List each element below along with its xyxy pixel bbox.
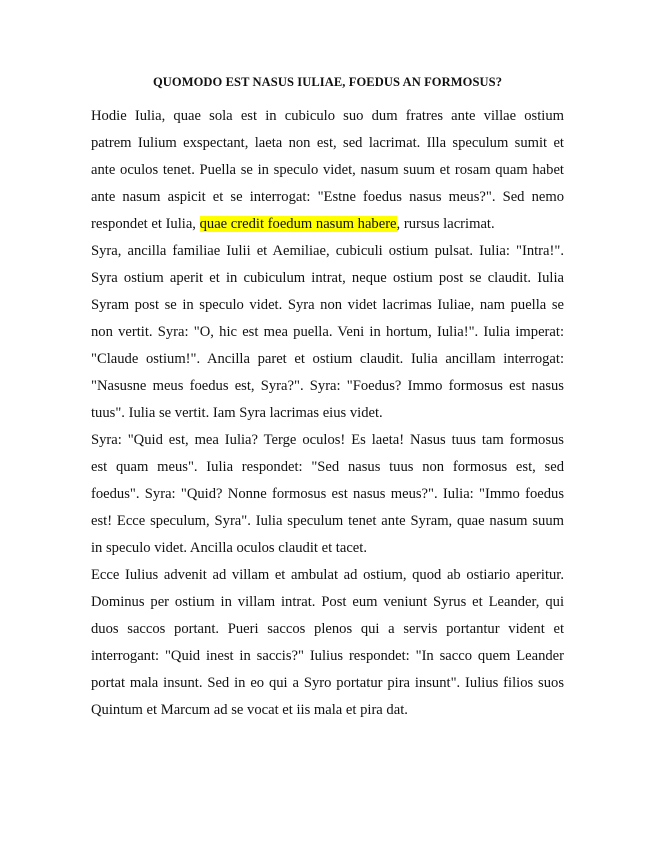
line-text: Syra: "Quid est, mea Iulia? Terge oculos! Es laeta! Nasus tuus tam formosus	[91, 432, 564, 448]
text-line	[91, 617, 564, 644]
text-line	[91, 698, 564, 725]
line-text: ante oculos tenet. Puella se in speculo videt, nasum suum et rosam quam habet	[91, 162, 564, 178]
line-text: in speculo videt. Ancilla oculos claudit et tacet.	[91, 540, 367, 556]
text-line	[91, 239, 564, 266]
line-text: Syra, ancilla familiae Iulii et Aemiliae, cubiculi ostium pulsat. Iulia: "Intra!".	[91, 243, 564, 259]
highlighted-text[interactable]: quae credit foedum nasum habere	[199, 216, 397, 232]
text-line	[91, 266, 564, 293]
line-text: respondet et Iulia,	[91, 216, 200, 232]
line-text: Hodie Iulia, quae sola est in cubiculo suo dum fratres ante villae ostium	[91, 108, 564, 124]
text-line	[91, 293, 564, 320]
text-line	[91, 536, 564, 563]
line-text: tuus". Iulia se vertit. Iam Syra lacrimas eius videt.	[91, 405, 383, 421]
line-text: patrem Iulium exspectant, laeta non est, sed lacrimat. Illa speculum sumit et	[91, 135, 564, 151]
text-line	[91, 104, 564, 131]
line-text: Syram post se in speculo videt. Syra non videt lacrimas Iuliae, nam puella se	[91, 297, 564, 313]
line-text: Syra ostium aperit et in cubiculum intrat, neque ostium post se claudit. Iulia	[91, 270, 564, 286]
text-line	[91, 455, 564, 482]
text-line	[91, 347, 564, 374]
text-line	[91, 590, 564, 617]
paragraph	[91, 563, 564, 725]
line-text: , rursus lacrimat.	[396, 216, 495, 232]
text-line	[91, 428, 564, 455]
text-line	[91, 509, 564, 536]
text-line	[91, 563, 564, 590]
line-text: est! Ecce speculum, Syra". Iulia speculum tenet ante Syram, quae nasum suum	[91, 513, 564, 529]
text-line	[91, 320, 564, 347]
line-text: "Nasusne meus foedus est, Syra?". Syra: "Foedus? Immo formosus est nasus	[91, 378, 564, 394]
paragraph	[91, 428, 564, 563]
text-line	[91, 131, 564, 158]
line-text: foedus". Syra: "Quid? Nonne formosus est nasus meus?". Iulia: "Immo foedus	[91, 486, 564, 502]
text-line	[91, 185, 564, 212]
line-text: duos saccos portant. Pueri saccos plenos qui a servis portantur vident et	[91, 621, 564, 637]
document-body	[91, 104, 564, 725]
line-text: non vertit. Syra: "O, hic est mea puella. Veni in hortum, Iulia!". Iulia imperat:	[91, 324, 564, 340]
text-line	[91, 482, 564, 509]
text-line	[91, 401, 564, 428]
paragraph	[91, 104, 564, 239]
line-text: "Claude ostium!". Ancilla paret et ostium claudit. Iulia ancillam interrogat:	[91, 351, 564, 367]
line-text: Quintum et Marcum ad se vocat et iis mala et pira dat.	[91, 702, 408, 718]
line-text: Ecce Iulius advenit ad villam et ambulat ad ostium, quod ab ostiario aperitur.	[91, 567, 564, 583]
line-text: portat mala insunt. Sed in eo qui a Syro portatur pira insunt". Iulius filios suos	[91, 675, 564, 691]
text-line	[91, 212, 564, 239]
line-text: ante nasum aspicit et se interrogat: "Estne foedus nasus meus?". Sed nemo	[91, 189, 564, 205]
text-line	[91, 158, 564, 185]
line-text: est quam meus". Iulia respondet: "Sed nasus tuus non formosus est, sed	[91, 459, 564, 475]
text-line	[91, 374, 564, 401]
paragraph	[91, 239, 564, 428]
line-text: interrogant: "Quid inest in saccis?" Iulius respondet: "In sacco quem Leander	[91, 648, 564, 664]
text-line	[91, 671, 564, 698]
document-title: QUOMODO EST NASUS IULIAE, FOEDUS AN FORMOSUS?	[152, 75, 503, 89]
line-text: Dominus per ostium in villam intrat. Post eum veniunt Syrus et Leander, qui	[91, 594, 564, 610]
text-line	[91, 644, 564, 671]
